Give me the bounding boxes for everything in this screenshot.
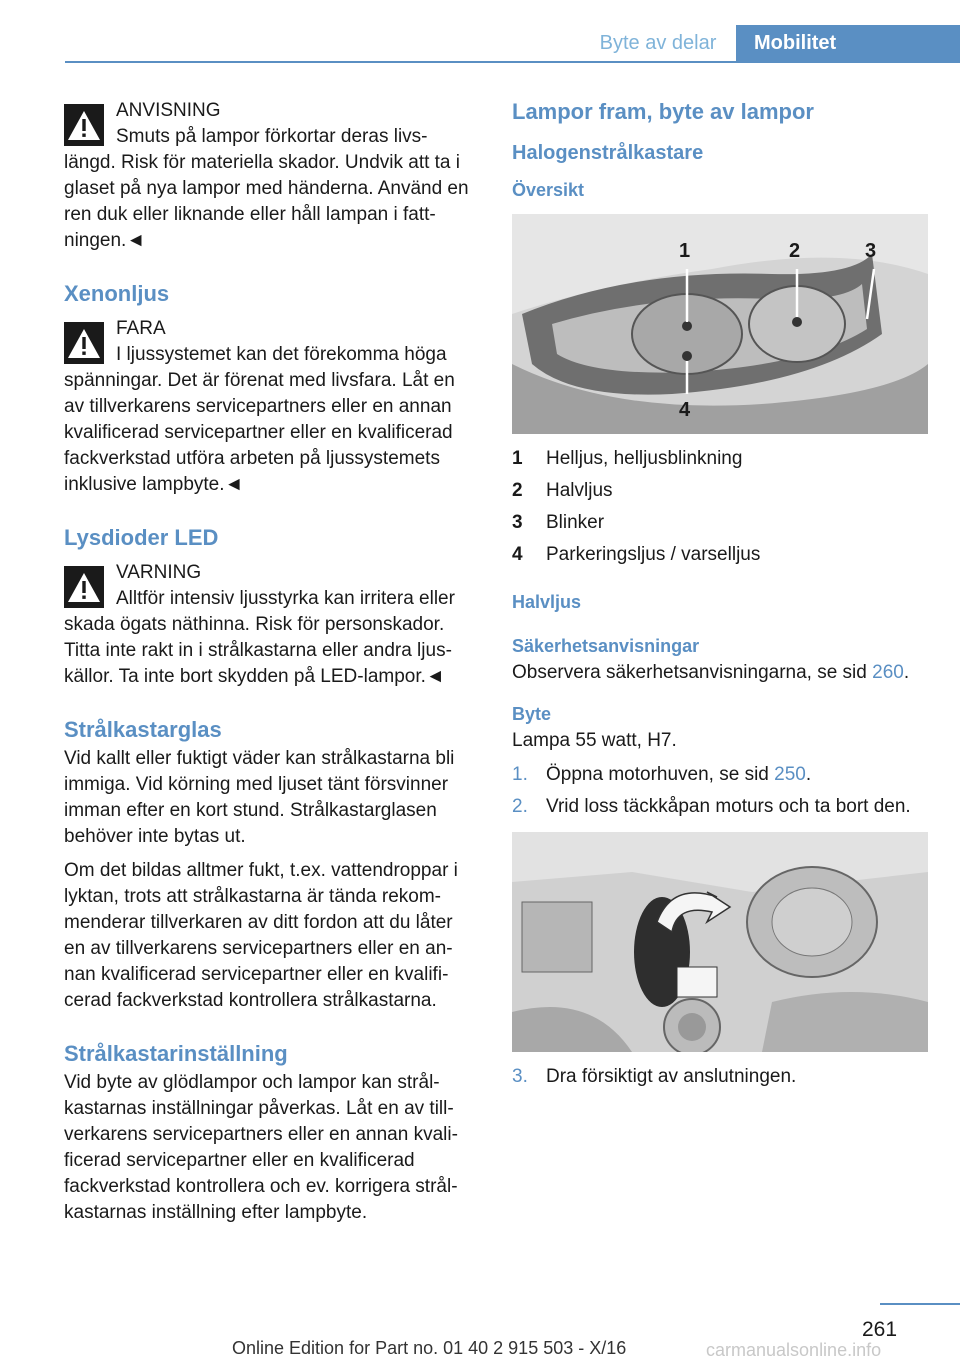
xenon-heading: Xenonljus <box>64 281 170 306</box>
chapter-tab[interactable]: Mobilitet <box>736 25 960 61</box>
legend-item <box>512 478 928 504</box>
danger-body-cont: spänningar. Det är förenat med livsfara. Låt en av tillverkarens servicepartners eller en annan kvalificerad servicepartner eller en kvalificerad fackverkstad utföra arbeten på ljussystemets inklusive lampbyte.◄ <box>64 370 455 495</box>
glass-paragraph-2: Om det bildas alltmer fukt, t.ex. vattendroppar i lyktan, trots att strålkastarna är tända rekommenderar tillverkaren av ditt fordon att du låter en av tillverkarens servicepartners eller en annan kvalificerad servicepartner eller en kvalificerad fackverkstad kontrollera strålkastarna. <box>64 860 458 1011</box>
danger-box <box>64 316 476 498</box>
legend-number: 2 <box>512 480 523 501</box>
safety-heading: Säkerhetsanvisningar <box>512 636 700 656</box>
page-number: 261 <box>862 1318 898 1341</box>
warning-triangle-icon <box>64 322 104 364</box>
callout-4: 4 <box>679 399 691 421</box>
step-item <box>512 762 928 788</box>
change-heading: Byte <box>512 704 552 724</box>
led-heading: Lysdioder LED <box>64 525 219 550</box>
sub-heading: Halogenstrålkastare <box>512 142 704 164</box>
notice-body-first: Smuts på lampor förkortar deras livs- <box>116 126 428 147</box>
legend-number: 3 <box>512 512 523 533</box>
adjust-heading: Strålkastarinställning <box>64 1041 288 1066</box>
step-item <box>512 1064 928 1090</box>
warning-body-cont: skada ögats näthinna. Risk för personskador. Titta inte rakt in i strålkastarna eller andra ljus-källor. Ta inte bort skydden på LED-lampor.◄ <box>64 614 452 687</box>
legend-text: Helljus, helljusblinkning <box>546 448 743 469</box>
legend-item <box>512 542 928 568</box>
glass-heading: Strålkastarglas <box>64 717 222 742</box>
legend-list <box>512 446 928 568</box>
notice-body: längd. Risk för materiella skador. Undvik att ta i glaset på nya lampor med händerna. Använd en ren duk eller liknande eller håll lampan i fatt-ningen.◄ <box>64 152 469 251</box>
overview-heading: Översikt <box>512 180 585 200</box>
step-number: 1. <box>512 764 528 785</box>
step-tail: . <box>805 764 812 785</box>
callout-3: 3 <box>865 240 877 262</box>
step-label: Öppna motorhuven, se sid <box>546 764 775 785</box>
footer-rule <box>880 1303 960 1305</box>
step-number: 3. <box>512 1066 528 1087</box>
notice-box <box>64 98 476 254</box>
step-number: 2. <box>512 796 528 817</box>
section-tab[interactable]: Byte av delar <box>599 32 717 54</box>
step-text: Dra försiktigt av anslutningen. <box>546 1066 797 1087</box>
footer-watermark: carmanualsonline.info <box>706 1340 882 1360</box>
legend-item <box>512 446 928 472</box>
page-link[interactable]: 250 <box>774 764 806 785</box>
danger-title: FARA <box>116 318 166 339</box>
adjust-paragraph: Vid byte av glödlampor och lampor kan strålkastarnas inställningar påverkas. Låt en av tillverkarens servicepartners eller en annan kvalificerad servicepartner eller en kvalificerad fackverkstad kontrollera och ev. korrigera strålkastarnas inställning efter lampbyte. <box>64 1072 458 1223</box>
right-column <box>512 98 928 1096</box>
header-rule <box>65 61 960 63</box>
warning-triangle-icon <box>64 566 104 608</box>
glass-paragraph-1: Vid kallt eller fuktigt väder kan strålkastarna bli immiga. Vid körning med ljuset tänt försvinner imman efter en kort stund. Strålkastarglasen behöver inte bytas ut. <box>64 748 455 847</box>
notice-title: ANVISNING <box>116 100 221 121</box>
danger-body: I ljussystemet kan det förekomma höga <box>116 344 447 365</box>
step-text: Vrid loss täckkåpan moturs och ta bort den. <box>546 796 911 817</box>
warning-box <box>64 560 476 690</box>
callout-1: 1 <box>679 240 691 262</box>
legend-text: Blinker <box>546 512 605 533</box>
step-text <box>546 762 811 788</box>
main-heading: Lampor fram, byte av lampor <box>512 99 814 124</box>
step-item <box>512 794 928 820</box>
legend-number: 4 <box>512 544 523 565</box>
warning-triangle-icon <box>64 104 104 146</box>
left-column <box>64 98 476 1234</box>
engine-bay-illustration <box>512 832 928 1052</box>
headlight-overview-figure <box>512 214 928 434</box>
lamp-spec: Lampa 55 watt, H7. <box>512 730 677 751</box>
legend-text: Halvljus <box>546 480 613 501</box>
footer-edition: Online Edition for Part no. 01 40 2 915 503 - X/16 <box>232 1338 627 1358</box>
safety-text: Observera säkerhetsanvisningarna, se sid <box>512 662 873 683</box>
warning-title: VARNING <box>116 562 202 583</box>
legend-number: 1 <box>512 448 523 469</box>
page-header <box>0 0 960 62</box>
safety-paragraph: Observera säkerhetsanvisningarna, se sid 260. <box>512 662 910 683</box>
lowbeam-heading: Halvljus <box>512 592 582 612</box>
warning-body: Alltför intensiv ljusstyrka kan irritera eller <box>116 588 455 609</box>
callout-2: 2 <box>789 240 801 262</box>
legend-text: Parkeringsljus / varselljus <box>546 544 761 565</box>
page-link[interactable]: 260 <box>872 662 904 683</box>
cover-removal-figure <box>512 832 928 1052</box>
legend-item <box>512 510 928 536</box>
